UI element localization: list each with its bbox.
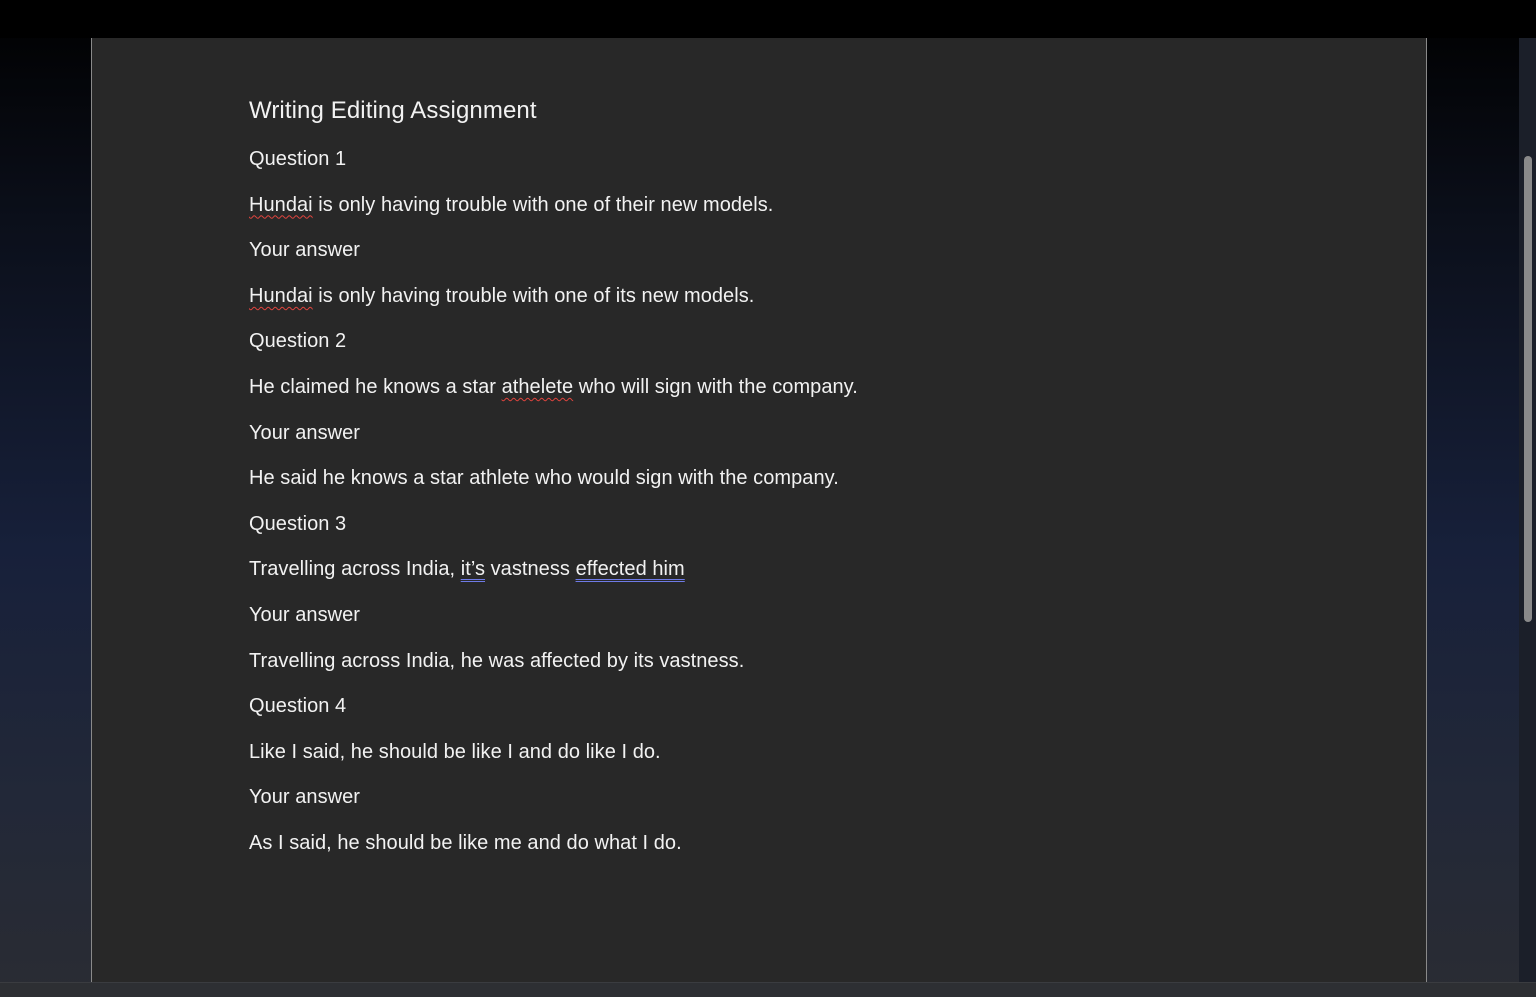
prompt-text-post: who will sign with the company.: [573, 375, 858, 398]
question-4-label: Question 4: [249, 695, 347, 718]
spelling-error-word[interactable]: athelete: [501, 375, 574, 398]
question-3-label: Question 3: [249, 512, 347, 535]
spelling-error-word[interactable]: Hundai: [249, 193, 313, 216]
question-2-label: Question 2: [249, 330, 347, 353]
document-content[interactable]: [249, 96, 1349, 876]
vertical-scrollbar-thumb[interactable]: [1524, 156, 1532, 622]
question-1-prompt: [249, 192, 1349, 238]
question-1-answer-label: Your answer: [249, 239, 360, 262]
question-3-answer-label: Your answer: [249, 603, 360, 626]
document-page[interactable]: [91, 38, 1427, 982]
question-2-answer-label: Your answer: [249, 421, 360, 444]
prompt-text-pre: He claimed he knows a star: [249, 375, 502, 398]
prompt-text-post: is only having trouble with one of their new models.: [312, 193, 774, 216]
question-2-prompt: [249, 374, 1349, 420]
grammar-error-phrase[interactable]: effected him: [575, 558, 685, 581]
prompt-text-mid: vastness: [485, 558, 576, 581]
bottom-status-bar: [0, 982, 1536, 997]
document-title: Writing Editing Assignment: [249, 97, 537, 124]
answer-text-post: is only having trouble with one of its new models.: [312, 284, 755, 307]
question-4-answer: As I said, he should be like me and do what I do.: [249, 831, 682, 854]
spelling-error-word[interactable]: Hundai: [249, 284, 313, 307]
question-4-prompt: Like I said, he should be like I and do like I do.: [249, 740, 661, 763]
question-1-answer: [249, 283, 1349, 329]
question-3-answer: Travelling across India, he was affected by its vastness.: [249, 649, 745, 672]
question-1-label: Question 1: [249, 148, 347, 170]
top-band: [0, 0, 1536, 38]
question-2-answer: He said he knows a star athlete who would sign with the company.: [249, 467, 839, 490]
grammar-error-word[interactable]: it’s: [460, 558, 486, 581]
question-3-prompt: [249, 556, 1349, 602]
question-4-answer-label: Your answer: [249, 786, 360, 809]
prompt-text-pre: Travelling across India,: [249, 558, 461, 581]
